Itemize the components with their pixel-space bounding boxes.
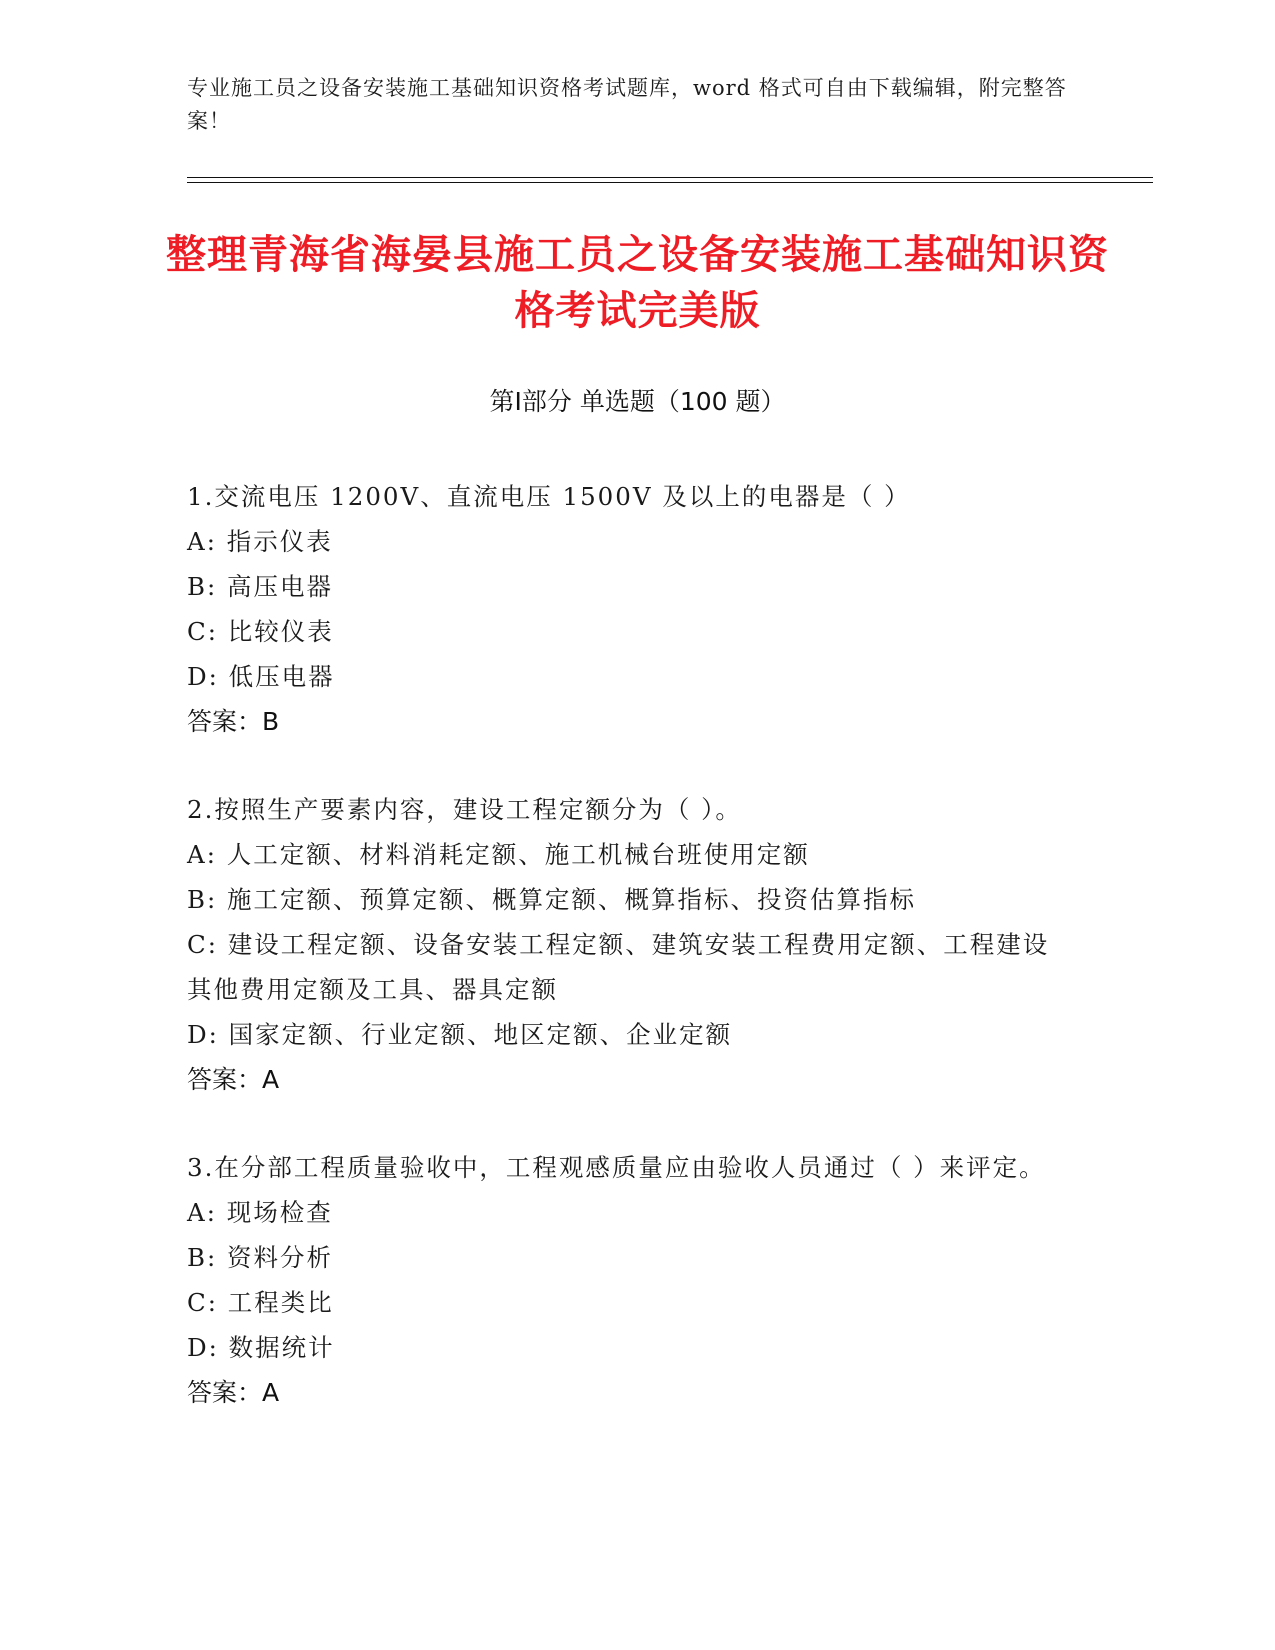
question-stem: 3.在分部工程质量验收中，工程观感质量应由验收人员通过（ ）来评定。 — [187, 1153, 1046, 1182]
answer-line: 答案：B — [187, 707, 280, 736]
section-heading: 第Ⅰ部分 单选题（100 题） — [489, 387, 786, 416]
question-3 — [187, 1145, 1067, 1415]
question-stem: 2.按照生产要素内容，建设工程定额分为（ ）。 — [187, 795, 742, 824]
option-a: A: 人工定额、材料消耗定额、施工机械台班使用定额 — [187, 840, 810, 869]
option-c: C: 工程类比 — [187, 1288, 334, 1317]
option-d: D: 数据统计 — [187, 1333, 335, 1362]
answer-line: 答案：A — [187, 1378, 280, 1407]
question-1 — [187, 474, 1067, 744]
question-list — [187, 474, 1067, 1458]
document-title: 整理青海省海晏县施工员之设备安装施工基础知识资格考试完美版 — [166, 232, 1109, 334]
option-a: A: 现场检查 — [187, 1198, 333, 1227]
option-c: C: 建设工程定额、设备安装工程定额、建筑安装工程费用定额、工程建设其他费用定额及工具、器具定额 — [187, 930, 1050, 1004]
option-b: B: 资料分析 — [187, 1243, 334, 1272]
header-divider-top — [187, 177, 1153, 178]
option-b: B: 高压电器 — [187, 572, 334, 601]
option-d: D: 国家定额、行业定额、地区定额、企业定额 — [187, 1020, 733, 1049]
question-2 — [187, 787, 1067, 1102]
option-b: B: 施工定额、预算定额、概算定额、概算指标、投资估算指标 — [187, 885, 917, 914]
header-note: 专业施工员之设备安装施工基础知识资格考试题库，word 格式可自由下载编辑，附完整答案！ — [187, 76, 1067, 133]
question-stem: 1.交流电压 1200V、直流电压 1500V 及以上的电器是（ ） — [187, 482, 911, 511]
answer-line: 答案：A — [187, 1065, 280, 1094]
option-c: C: 比较仪表 — [187, 617, 334, 646]
header-divider-bottom — [187, 182, 1153, 183]
option-a: A: 指示仪表 — [187, 527, 333, 556]
option-d: D: 低压电器 — [187, 662, 335, 691]
